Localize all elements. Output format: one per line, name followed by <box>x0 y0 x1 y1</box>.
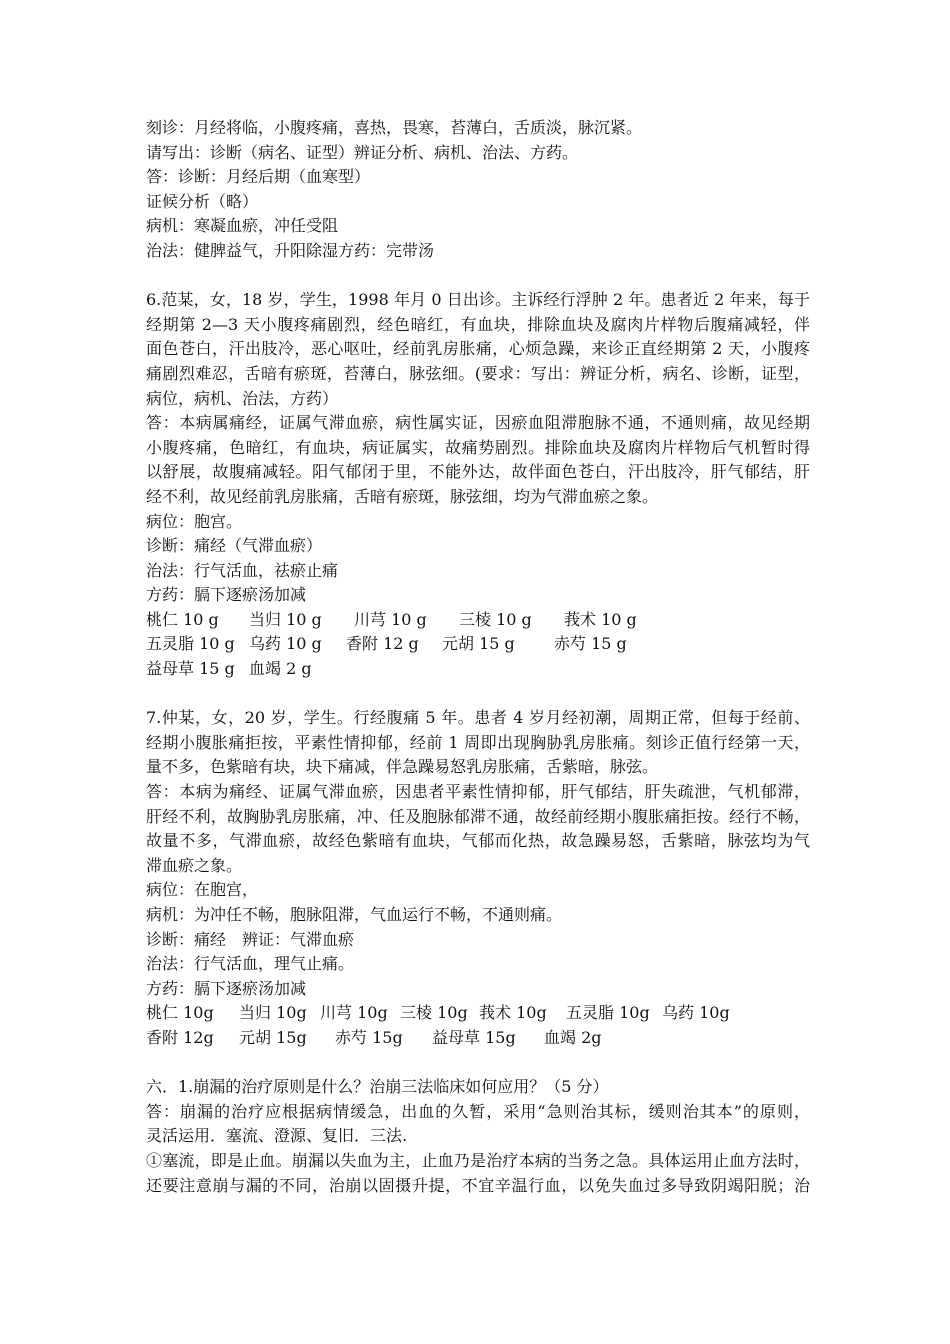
paragraph-gap <box>146 682 810 707</box>
section6-answer-line: 还要注意崩与漏的不同，治崩以固摄升提，不宜辛温行血，以免失血过多导致阴竭阳脱；治 <box>146 1175 810 1195</box>
herb-item: 桃仁 10g <box>146 1003 214 1023</box>
case7-answer-line: 滞血瘀之象。 <box>146 855 243 875</box>
text-line: 刻诊：月经将临，小腹疼痛，喜热，畏寒，苔薄白，舌质淡，脉沉紧。 <box>146 118 643 137</box>
document-body <box>146 116 810 1198</box>
case6-question-line: 6.范某，女，18 岁，学生，1998 年月 0 日出诊。主诉经行浮肿 2 年。患者近 2 年来，每于 <box>146 290 810 310</box>
case6-answer-line: 以舒展，故腹痛减轻。阳气郁闭于里，不能外达，故伴面色苍白，汗出肢冷，肝气郁结，肝 <box>146 462 810 482</box>
text-line: 病机：寒凝血瘀，冲任受阻 <box>146 216 339 236</box>
herb-item: 五灵脂 10 g <box>146 634 235 654</box>
herb-item: 香附 12 g <box>346 634 419 654</box>
herb-item: 五灵脂 10g <box>566 1003 650 1023</box>
case6-herb-row <box>146 608 810 633</box>
case7-question-line: 量不多，色紫暗有块，块下痛减，伴急躁易怒乳房胀痛，舌紫暗，脉弦。 <box>146 757 659 777</box>
section6-answer-line: 答：崩漏的治疗应根据病情缓急，出血的久暂，采用“急则治其标，缓则治其本”的原则， <box>146 1101 810 1121</box>
paragraph-gap <box>146 1051 810 1076</box>
herb-item: 赤芍 15 g <box>554 634 627 654</box>
case7-herb-row <box>146 1001 810 1026</box>
herb-item: 乌药 10 g <box>249 634 322 654</box>
case6-location: 病位：胞宫。 <box>146 511 243 531</box>
herb-item: 乌药 10g <box>662 1003 730 1023</box>
case7-question-line: 经期小腹胀痛拒按，平素性情抑郁，经前 1 周即出现胸胁乳房胀痛。刻诊正值行经第一天， <box>146 732 810 752</box>
case6-answer-line: 小腹疼痛，色暗红，有血块，病证属实，故痛势剧烈。排除血块及腐肉片样物后气机暂时得 <box>146 437 810 457</box>
herb-item: 香附 12g <box>146 1027 214 1047</box>
herb-item: 益母草 15 g <box>146 659 235 679</box>
herb-item: 益母草 15g <box>432 1027 516 1047</box>
herb-item: 当归 10 g <box>249 609 322 629</box>
case7-answer-line: 故量不多，气滞血瘀，故经色紫暗有血块，气郁而化热，故急躁易怒，舌紫暗，脉弦均为气 <box>146 831 810 851</box>
herb-item: 元胡 15 g <box>442 634 515 654</box>
case7-diagnosis: 诊断：痛经 辨证：气滞血瘀 <box>146 929 355 949</box>
text-line: 证候分析（略） <box>146 191 259 211</box>
case7-answer-line: 肝经不利，故胸胁乳房胀痛，冲、任及胞脉郁滞不通，故经前经期小腹胀痛拒按。经行不畅， <box>146 806 810 826</box>
herb-item: 元胡 15g <box>239 1027 307 1047</box>
case6-treatment: 治法：行气活血，祛瘀止痛 <box>146 560 339 580</box>
section6-answer-line: 灵活运用．塞流、澄源、复旧．三法. <box>146 1126 408 1146</box>
case7-treatment: 治法：行气活血，理气止痛。 <box>146 954 355 974</box>
case7-location: 病位：在胞宫， <box>146 880 259 900</box>
case6-question-line: 痛剧烈难忍，舌暗有瘀斑，苔薄白，脉弦细。(要求：写出：辨证分析，病名、诊断，证型， <box>146 363 810 383</box>
case7-block <box>146 706 810 1050</box>
herb-item: 血竭 2g <box>544 1027 602 1047</box>
case7-herb-row <box>146 1026 810 1051</box>
case6-herb-row <box>146 632 810 657</box>
case6-herb-row <box>146 657 810 682</box>
section6-question: 六．1.崩漏的治疗原则是什么？治崩三法临床如何应用？（5 分） <box>146 1077 609 1097</box>
case6-diagnosis: 诊断：痛经（气滞血瘀） <box>146 536 323 556</box>
case7-answer-line: 答：本病为痛经、证属气滞血瘀，因患者平素性情抑郁，肝气郁结，肝失疏泄，气机郁滞， <box>146 782 810 802</box>
case7-mechanism: 病机：为冲任不畅，胞脉阻滞，气血运行不畅，不通则痛。 <box>146 905 563 924</box>
herb-item: 三棱 10g <box>400 1003 468 1023</box>
case6-answer-line: 答：本病属痛经，证属气滞血瘀，病性属实证，因瘀血阻滞胞脉不通，不通则痛，故见经期 <box>146 413 810 433</box>
case6-answer-line: 经不利，故见经前乳房胀痛，舌暗有瘀斑，脉弦细，均为气滞血瘀之象。 <box>146 486 659 506</box>
case6-formula: 方药：膈下逐瘀汤加减 <box>146 585 307 605</box>
case7-formula: 方药：膈下逐瘀汤加减 <box>146 978 307 998</box>
herb-item: 莪术 10 g <box>564 609 637 629</box>
herb-item: 血竭 2 g <box>249 659 312 679</box>
herb-item: 莪术 10g <box>479 1003 547 1023</box>
case6-question-line: 面色苍白，汗出肢冷，恶心呕吐，经前乳房胀痛，心烦急躁，来诊正直经期第 2 天，小腹疼 <box>146 339 810 359</box>
text-line: 请写出：诊断（病名、证型）辨证分析、病机、治法、方药。 <box>146 142 579 162</box>
section6-answer-line: ①塞流，即是止血。崩漏以失血为主，止血乃是治疗本病的当务之急。具体运用止血方法时， <box>146 1150 810 1170</box>
herb-item: 桃仁 10 g <box>146 609 219 629</box>
herb-item: 三棱 10 g <box>459 609 532 629</box>
case6-block <box>146 288 810 682</box>
herb-item: 川芎 10 g <box>354 609 427 629</box>
text-line: 治法：健脾益气，升阳除湿方药：完带汤 <box>146 240 435 260</box>
case7-question-line: 7.仲某，女，20 岁，学生。行经腹痛 5 年。患者 4 岁月经初潮，周期正常，但每于经前、 <box>146 708 810 728</box>
case6-question-line: 经期第 2—3 天小腹疼痛剧烈，经色暗红，有血块，排除血块及腐肉片样物后腹痛减轻，伴 <box>146 314 810 334</box>
case5-answer-block <box>146 116 810 264</box>
case6-question-line: 病位，病机、治法，方药） <box>146 388 339 408</box>
herb-item: 川芎 10g <box>320 1003 388 1023</box>
text-line: 答：诊断：月经后期（血寒型） <box>146 167 371 187</box>
section6-block <box>146 1075 810 1198</box>
paragraph-gap <box>146 264 810 289</box>
herb-item: 赤芍 15g <box>335 1027 403 1047</box>
herb-item: 当归 10g <box>239 1003 307 1023</box>
